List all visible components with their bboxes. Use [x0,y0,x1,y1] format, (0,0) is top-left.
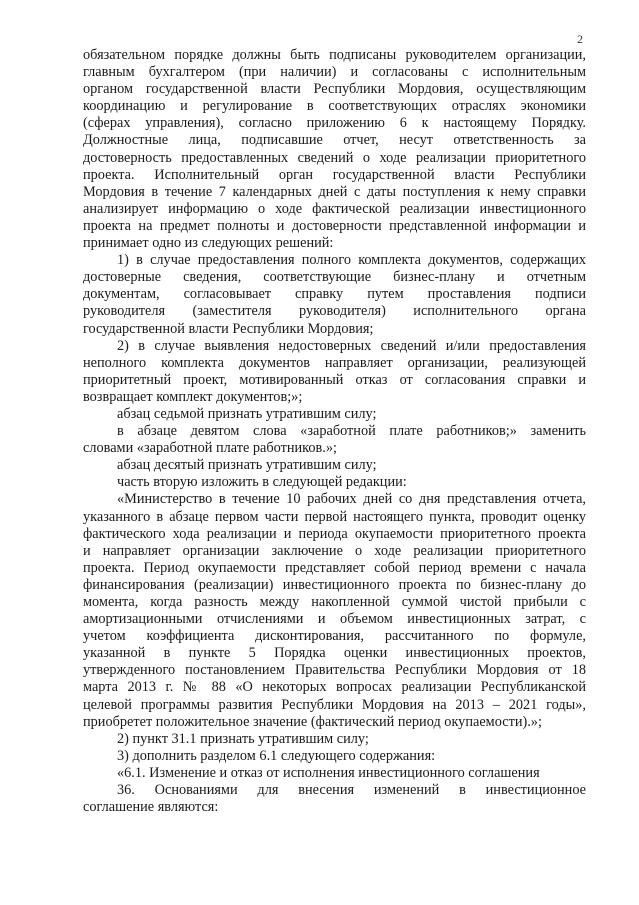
text-line: момента, когда разность между накопленной суммой чистой прибыли с [83,594,586,610]
text-line: неполного комплекта документов направляет организации, реализующей [83,354,586,371]
text-line: достоверность предоставленных сведений о ходе реализации приоритетного [83,149,586,166]
text-line: государственной власти Республики Мордовия; [83,320,374,337]
text-line: соглашение являются: [83,799,219,816]
text-line: 1) в случае предоставления полного комплекта документов, содержащих [117,252,586,269]
document-body [83,47,586,816]
text-line: «Министерство в течение 10 рабочих дней со дня представления отчета, [117,491,586,508]
text-line: фактического хода реализации и периода окупаемости приоритетного проекта [83,525,586,542]
text-line: проекта. Исполнительный орган государственной власти Республики [83,166,586,183]
text-line: в абзаце девятом слова «заработной плате работников;» заменить [117,423,586,440]
text-line: часть вторую изложить в следующей редакции: [117,474,407,491]
text-line: финансирования (реализации) инвестиционного проекта по бизнес-плану до [83,576,586,593]
text-line: указанного в абзаце первом части первой настоящего пункта, проводит оценку [83,508,586,525]
text-line: координацию и регулирование в соответствующих отраслях экономики [83,98,586,115]
text-line: документам, согласовывает справку путем проставления подписи [83,286,586,303]
text-line: утвержденного постановлением Правительства Республики Мордовия от 18 [83,662,586,679]
text-line: Мордовия в течение 7 календарных дней с даты поступления к нему справки [83,183,586,200]
text-line: «6.1. Изменение и отказ от исполнения инвестиционного соглашения [117,764,540,781]
text-line: абзац седьмой признать утратившим силу; [117,405,377,422]
text-line: достоверные сведения, соответствующие бизнес-плану и отчетным [83,269,586,286]
text-line: 2) в случае выявления недостоверных сведений и/или предоставления [117,337,586,354]
text-line: 3) дополнить разделом 6.1 следующего содержания: [117,747,436,764]
text-line: руководителя (заместителя руководителя) исполнительного органа [83,303,586,320]
text-line: амортизационными отчислениями и объемом инвестиционных затрат, с [83,611,586,628]
text-line: главным бухгалтером (при наличии) и согласованы с исполнительным [83,64,586,81]
text-line: проекта на предмет полноты и достоверности представленной информации и [83,217,586,234]
text-line: и направляет организации заключение о ходе реализации приоритетного [83,542,586,559]
text-line: органом государственной власти Республики Мордовия, осуществляющим [83,81,586,98]
text-line: словами «заработной плате работников.»; [83,440,337,457]
text-line: проекта. Период окупаемости представляет собой период времени с начала [83,559,586,576]
text-line: анализирует информацию о ходе фактической реализации инвестиционного [83,200,586,217]
text-line: 36. Основаниями для внесения изменений в инвестиционное [117,782,586,799]
text-line: учетом коэффициента дисконтирования, рассчитанного по формуле, [83,628,586,645]
text-line: Должностные лица, подписавшие отчет, несут ответственность за [83,132,586,149]
text-line: указанной в пункте 5 Порядка оценки инвестиционных проектов, [83,645,586,662]
text-line: 2) пункт 31.1 признать утратившим силу; [117,730,369,747]
text-line: целевой программы развития Республики Мордовия на 2013 – 2021 годы», [83,696,586,713]
page-number: 2 [577,32,583,46]
text-line: принимает одно из следующих решений: [83,235,334,252]
text-line: приоритетный проект, мотивированный отказ от согласования справки и [83,371,586,388]
text-line: (сферах управления), согласно приложению 6 к настоящему Порядку. [83,115,586,132]
text-line: абзац десятый признать утратившим силу; [117,457,377,474]
text-line: марта 2013 г. № 88 «О некоторых вопросах реализации Республиканской [83,679,586,696]
text-line: возвращает комплект документов;»; [83,388,303,405]
text-line: приобретет положительное значение (фактический период окупаемости).»; [83,713,542,730]
text-line: обязательном порядке должны быть подписаны руководителем организации, [83,47,586,63]
